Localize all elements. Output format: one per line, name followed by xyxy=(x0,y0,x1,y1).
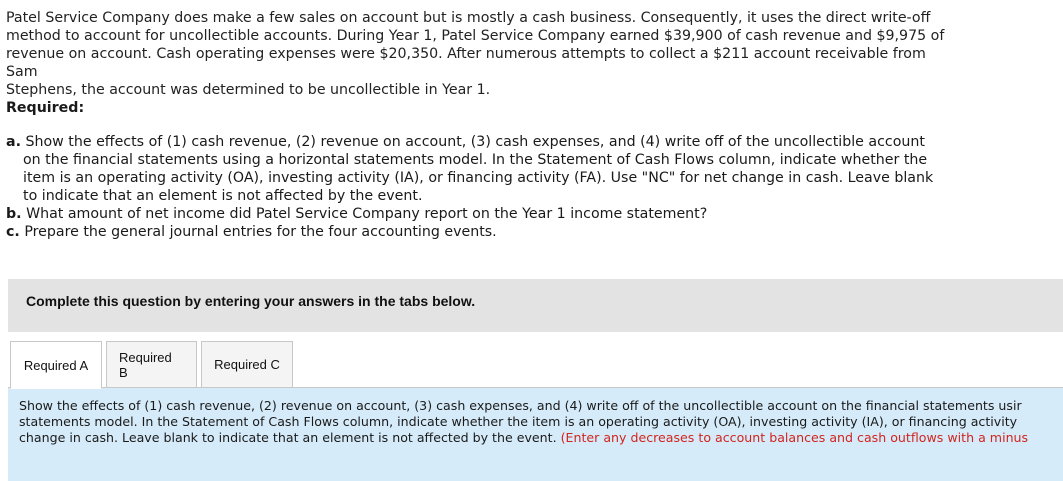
answer-tabs xyxy=(10,341,293,388)
problem-line-1: Patel Service Company does make a few sales on account but is mostly a cash business. Consequently, it uses the direct write-off xyxy=(6,10,931,26)
problem-line-3: revenue on account. Cash operating expenses were $20,350. After numerous attempts to collect a $211 account receivable from Sam xyxy=(6,46,926,80)
instructions-line-3-text: change in cash. Leave blank to indicate that an element is not affected by the event. xyxy=(19,430,561,445)
requirement-a-letter: a. xyxy=(6,134,21,150)
required-heading: Required: xyxy=(6,100,85,116)
problem-statement xyxy=(6,9,956,99)
instructions-line-2: statements model. In the Statement of Cash Flows column, indicate whether the item is an operating activity (OA), investing activity (IA), or financing activity xyxy=(19,414,1018,429)
tab-required-b[interactable]: Required B xyxy=(106,341,197,388)
instructions-note-red: (Enter any decreases to account balances and cash outflows with a minus xyxy=(560,430,1029,445)
requirement-a xyxy=(6,133,946,205)
instructions-line-3 xyxy=(19,430,1063,446)
problem-line-4: Stephens, the account was determined to be uncollectible in Year 1. xyxy=(6,82,491,98)
requirements-list xyxy=(6,133,946,241)
requirement-b xyxy=(6,205,946,223)
tab-required-c[interactable]: Required C xyxy=(201,341,293,388)
requirement-b-letter: b. xyxy=(6,206,22,222)
requirement-b-text: What amount of net income did Patel Service Company report on the Year 1 income statement? xyxy=(26,206,708,222)
instructions-text xyxy=(19,398,1063,446)
tab-instructions-panel xyxy=(8,388,1063,481)
tab-required-a[interactable]: Required A xyxy=(10,341,102,389)
instructions-line-1: Show the effects of (1) cash revenue, (2) revenue on account, (3) cash expenses, and (4) write off of the uncollectible account on the financial statements usir xyxy=(19,398,1022,413)
requirement-c-letter: c. xyxy=(6,224,20,240)
requirement-c-text: Prepare the general journal entries for the four accounting events. xyxy=(24,224,497,240)
problem-line-2: method to account for uncollectible accounts. During Year 1, Patel Service Company earned $39,900 of cash revenue and $9,975 of xyxy=(6,28,945,44)
requirement-c xyxy=(6,223,946,241)
banner-text: Complete this question by entering your answers in the tabs below. xyxy=(26,293,476,309)
requirement-a-text: Show the effects of (1) cash revenue, (2) revenue on account, (3) cash expenses, and (4) write off of the uncollectible account on the financial statements using a horizontal statements model. In the Statement of Cash Flows column, indicate whether the item is an operating activity (OA), investing activity (IA), or financing activity (FA). Use "NC" for net change in cash. Leave blank to indicate that an element is not affected by the event. xyxy=(23,134,934,204)
instructions-banner xyxy=(8,279,1063,332)
